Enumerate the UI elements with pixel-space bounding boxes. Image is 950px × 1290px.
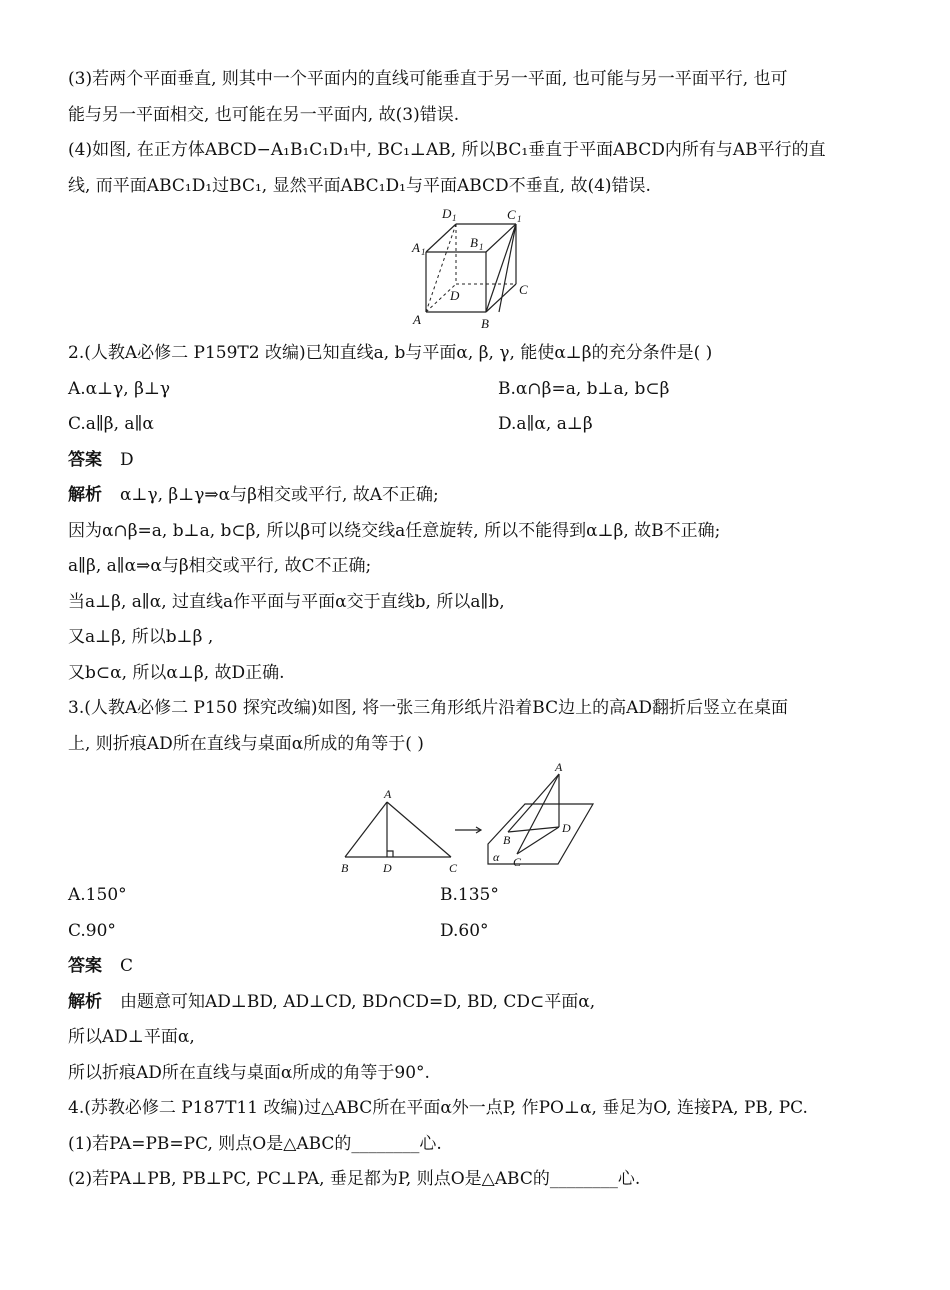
label-A1: A	[412, 240, 420, 255]
option-b: B.135°	[440, 885, 499, 905]
text-line: (1)若PA=PB=PC, 则点O是△ABC的________心.	[68, 1133, 442, 1154]
text-line: 当a⊥β, a∥α, 过直线a作平面与平面α交于直线b, 所以a∥b,	[68, 591, 505, 612]
option-a: A.150°	[68, 885, 127, 905]
text-line: (4)如图, 在正方体ABCD−A₁B₁C₁D₁中, BC₁⊥AB, 所以BC₁垂直于平面ABCD内所有与AB平行的直	[68, 140, 826, 160]
options-row	[68, 878, 888, 914]
label-sub: 1	[452, 213, 457, 223]
text-line: 线, 而平面ABC₁D₁过BC₁, 显然平面ABC₁D₁与平面ABCD不垂直, 故(4)错误.	[68, 175, 651, 196]
answer-line	[68, 949, 888, 985]
document-page	[68, 62, 888, 1198]
label-D1: D	[442, 206, 452, 221]
label-D: D	[383, 861, 392, 875]
label-B: B	[503, 833, 511, 847]
label-sub: 1	[517, 214, 522, 224]
option-d: D.60°	[440, 920, 489, 941]
text-line: 又a⊥β, 所以b⊥β ,	[68, 627, 214, 647]
text-line: 又b⊂α, 所以α⊥β, 故D正确.	[68, 662, 285, 683]
explanation-label: 解析	[68, 485, 102, 505]
option-b: B.α∩β=a, b⊥a, b⊂β	[498, 378, 670, 399]
label-B1: B	[470, 235, 478, 250]
options-row	[68, 407, 888, 443]
label-B: B	[481, 316, 489, 331]
label-C: C	[449, 861, 458, 875]
text-line: a∥β, a∥α⇒α与β相交或平行, 故C不正确;	[68, 556, 372, 576]
answer-value: D	[120, 449, 134, 470]
answer-label: 答案	[68, 956, 102, 976]
text-line: (2)若PA⊥PB, PB⊥PC, PC⊥PA, 垂足都为P, 则点O是△ABC的________心.	[68, 1169, 641, 1189]
question-3: 3.(人教A必修二 P150 探究改编)如图, 将一张三角形纸片沿着BC边上的高AD翻折后竖立在桌面	[68, 698, 788, 718]
explanation-text: 由题意可知AD⊥BD, AD⊥CD, BD∩CD=D, BD, CD⊂平面α,	[120, 991, 596, 1012]
answer-line	[68, 443, 888, 479]
option-d: D.a∥α, a⊥β	[498, 414, 593, 434]
label-C: C	[519, 282, 528, 297]
option-a: A.α⊥γ, β⊥γ	[68, 378, 171, 399]
option-c: C.a∥β, a∥α	[68, 414, 154, 434]
text-line: 所以AD⊥平面α,	[68, 1027, 195, 1047]
text-line: 因为α∩β=a, b⊥a, b⊂β, 所以β可以绕交线a任意旋转, 所以不能得到α⊥β, 故B不正确;	[68, 520, 721, 541]
cube-diagram	[408, 204, 548, 336]
text-line: 能与另一平面相交, 也可能在另一平面内, 故(3)错误.	[68, 104, 460, 125]
label-B: B	[341, 861, 349, 875]
triangle-fold-diagram	[343, 762, 613, 878]
label-D: D	[450, 288, 460, 303]
label-A: A	[555, 760, 563, 774]
explanation-text: α⊥γ, β⊥γ⇒α与β相交或平行, 故A不正确;	[120, 485, 439, 505]
explanation-line	[68, 478, 888, 514]
options-row	[68, 372, 888, 408]
triangle-figure	[68, 762, 888, 878]
cube-figure	[68, 204, 888, 336]
label-alpha: α	[493, 850, 500, 864]
explanation-line	[68, 985, 888, 1021]
label-A: A	[413, 312, 421, 327]
question-2: 2.(人教A必修二 P159T2 改编)已知直线a, b与平面α, β, γ, 能使α⊥β的充分条件是( )	[68, 343, 713, 363]
label-C1: C	[507, 207, 516, 222]
label-A: A	[384, 787, 392, 801]
answer-label: 答案	[68, 449, 102, 470]
text-line: 所以折痕AD所在直线与桌面α所成的角等于90°.	[68, 1062, 430, 1083]
options-row	[68, 914, 888, 950]
answer-value: C	[120, 956, 134, 976]
text-line: (3)若两个平面垂直, 则其中一个平面内的直线可能垂直于另一平面, 也可能与另一平面平行, 也可	[68, 69, 788, 89]
explanation-label: 解析	[68, 991, 102, 1012]
question-4: 4.(苏教必修二 P187T11 改编)过△ABC所在平面α外一点P, 作PO⊥α, 垂足为O, 连接PA, PB, PC.	[68, 1098, 808, 1118]
option-c: C.90°	[68, 920, 116, 941]
label-sub: 1	[479, 242, 484, 252]
text-line: 上, 则折痕AD所在直线与桌面α所成的角等于( )	[68, 733, 424, 754]
label-sub: 1	[421, 247, 426, 257]
label-C: C	[513, 855, 522, 869]
label-D: D	[562, 821, 571, 835]
